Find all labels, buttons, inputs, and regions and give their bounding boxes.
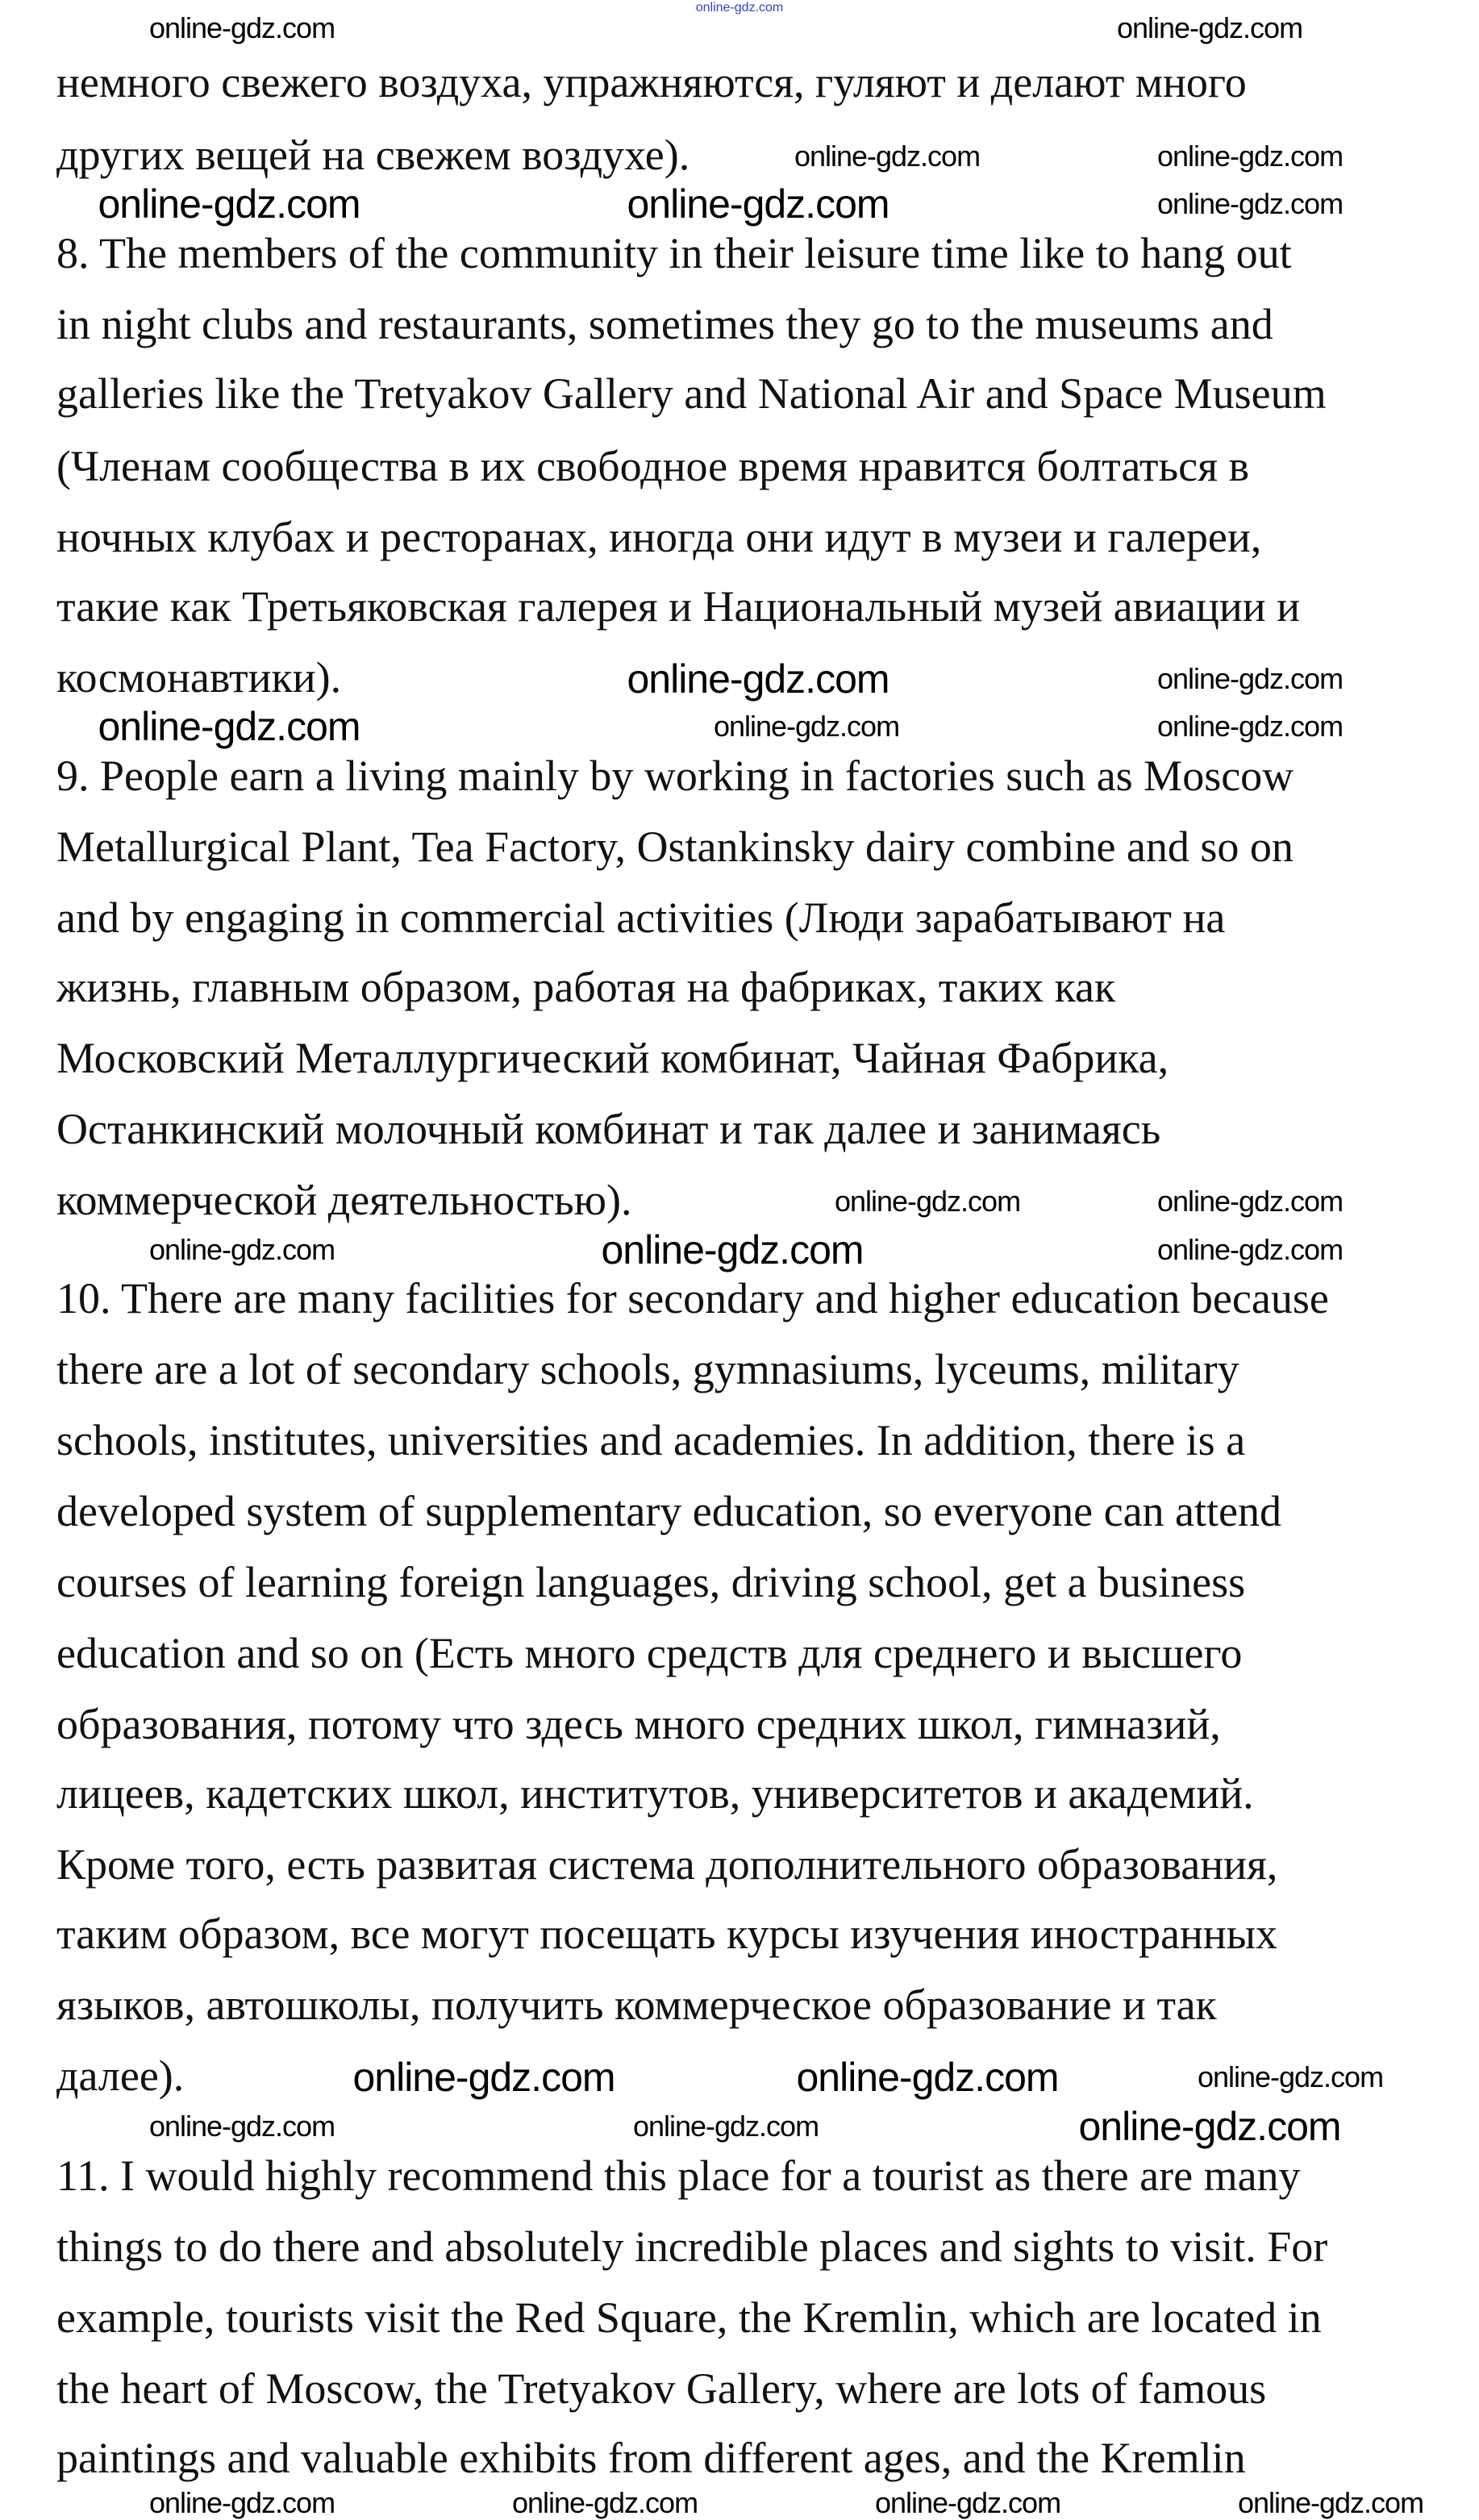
- watermark: online-gdz.com: [1156, 1233, 1344, 1266]
- text-line: коммерческой деятельностью).: [56, 1176, 632, 1224]
- text-line: schools, institutes, universities and academies. In addition, there is a: [56, 1416, 1246, 1464]
- watermark: online-gdz.com: [352, 2055, 615, 2100]
- watermark: online-gdz.com: [1156, 1185, 1344, 1218]
- text-line: 9. People earn a living mainly by working in factories such as Moscow: [56, 752, 1294, 800]
- text-line: далее).: [56, 2051, 185, 2100]
- watermark: online-gdz.com: [627, 181, 889, 227]
- watermark: online-gdz.com: [148, 1233, 335, 1266]
- text-line: таким образом, все могут посещать курсы изучения иностранных: [56, 1910, 1278, 1958]
- watermark: online-gdz.com: [1156, 140, 1344, 173]
- watermark: online-gdz.com: [627, 656, 889, 702]
- text-line: такие как Третьяковская галерея и Национальный музей авиации и: [56, 582, 1301, 631]
- watermark: online-gdz.com: [148, 11, 335, 44]
- watermark: online-gdz.com: [148, 2110, 335, 2143]
- text-line: Кроме того, есть развитая система дополнительного образования,: [56, 1840, 1278, 1889]
- text-line: языков, автошколы, получить коммерческое образование и так: [56, 1981, 1217, 2029]
- text-line: 10. There are many facilities for secondary and higher education because: [56, 1274, 1329, 1322]
- text-line: paintings and valuable exhibits from different ages, and the Kremlin: [56, 2434, 1246, 2482]
- watermark: online-gdz.com: [874, 2486, 1061, 2519]
- watermark: online-gdz.com: [1237, 2486, 1424, 2519]
- text-line: Metallurgical Plant, Tea Factory, Ostankinsky dairy combine and so on: [56, 823, 1294, 871]
- text-line: образования, потому что здесь много средних школ, гимназий,: [56, 1700, 1221, 1748]
- watermark: online-gdz.com: [98, 181, 360, 227]
- watermark: online-gdz.com: [1156, 187, 1344, 220]
- text-line: there are a lot of secondary schools, gymnasiums, lyceums, military: [56, 1345, 1239, 1393]
- watermark: online-gdz.com: [796, 2055, 1059, 2100]
- watermark: online-gdz.com: [834, 1185, 1021, 1218]
- watermark: online-gdz.com: [1078, 2104, 1341, 2149]
- text-line: in night clubs and restaurants, sometimes they go to the museums and: [56, 300, 1273, 348]
- watermark: online-gdz.com: [713, 710, 900, 743]
- text-line: других вещей на свежем воздухе).: [56, 131, 690, 179]
- text-line: 11. I would highly recommend this place for a tourist as there are many: [56, 2151, 1301, 2200]
- watermark: online-gdz.com: [1116, 11, 1303, 44]
- text-line: Московский Металлургический комбинат, Чайная Фабрика,: [56, 1034, 1169, 1082]
- watermark: online-gdz.com: [98, 704, 360, 749]
- watermark: online-gdz.com: [1156, 662, 1344, 695]
- text-line: Останкинский молочный комбинат и так далее и занимаясь: [56, 1105, 1161, 1153]
- watermark: online-gdz.com: [794, 140, 981, 173]
- text-line: космонавтики).: [56, 653, 342, 702]
- text-line: ночных клубах и ресторанах, иногда они идут в музеи и галереи,: [56, 513, 1262, 561]
- text-line: the heart of Moscow, the Tretyakov Gallery, where are lots of famous: [56, 2364, 1267, 2413]
- watermark: online-gdz.com: [632, 2110, 819, 2143]
- text-line: developed system of supplementary education, so everyone can attend: [56, 1487, 1281, 1535]
- text-line: courses of learning foreign languages, driving school, get a business: [56, 1558, 1246, 1606]
- text-line: 8. The members of the community in their leisure time like to hang out: [56, 229, 1292, 277]
- watermark: online-gdz.com: [1156, 710, 1344, 743]
- watermark: online-gdz.com: [148, 2486, 335, 2519]
- text-line: жизнь, главным образом, работая на фабриках, таких как: [56, 963, 1116, 1011]
- text-line: немного свежего воздуха, упражняются, гуляют и делают много: [56, 58, 1247, 106]
- text-line: and by engaging in commercial activities (Люди зарабатывают на: [56, 893, 1226, 942]
- text-line: (Членам сообщества в их свободное время нравится болтаться в: [56, 442, 1249, 490]
- text-line: education and so on (Есть много средств для среднего и высшего: [56, 1629, 1243, 1677]
- text-line: things to do there and absolutely incredible places and sights to visit. For: [56, 2222, 1328, 2271]
- text-line: example, tourists visit the Red Square, the Kremlin, which are located in: [56, 2293, 1322, 2342]
- text-line: galleries like the Tretyakov Gallery and National Air and Space Museum: [56, 369, 1327, 418]
- watermark: online-gdz.com: [511, 2486, 698, 2519]
- header-watermark: online-gdz.com: [695, 1, 784, 15]
- watermark: online-gdz.com: [601, 1227, 864, 1272]
- text-line: лицеев, кадетских школ, институтов, университетов и академий.: [56, 1769, 1254, 1818]
- watermark: online-gdz.com: [1197, 2060, 1384, 2093]
